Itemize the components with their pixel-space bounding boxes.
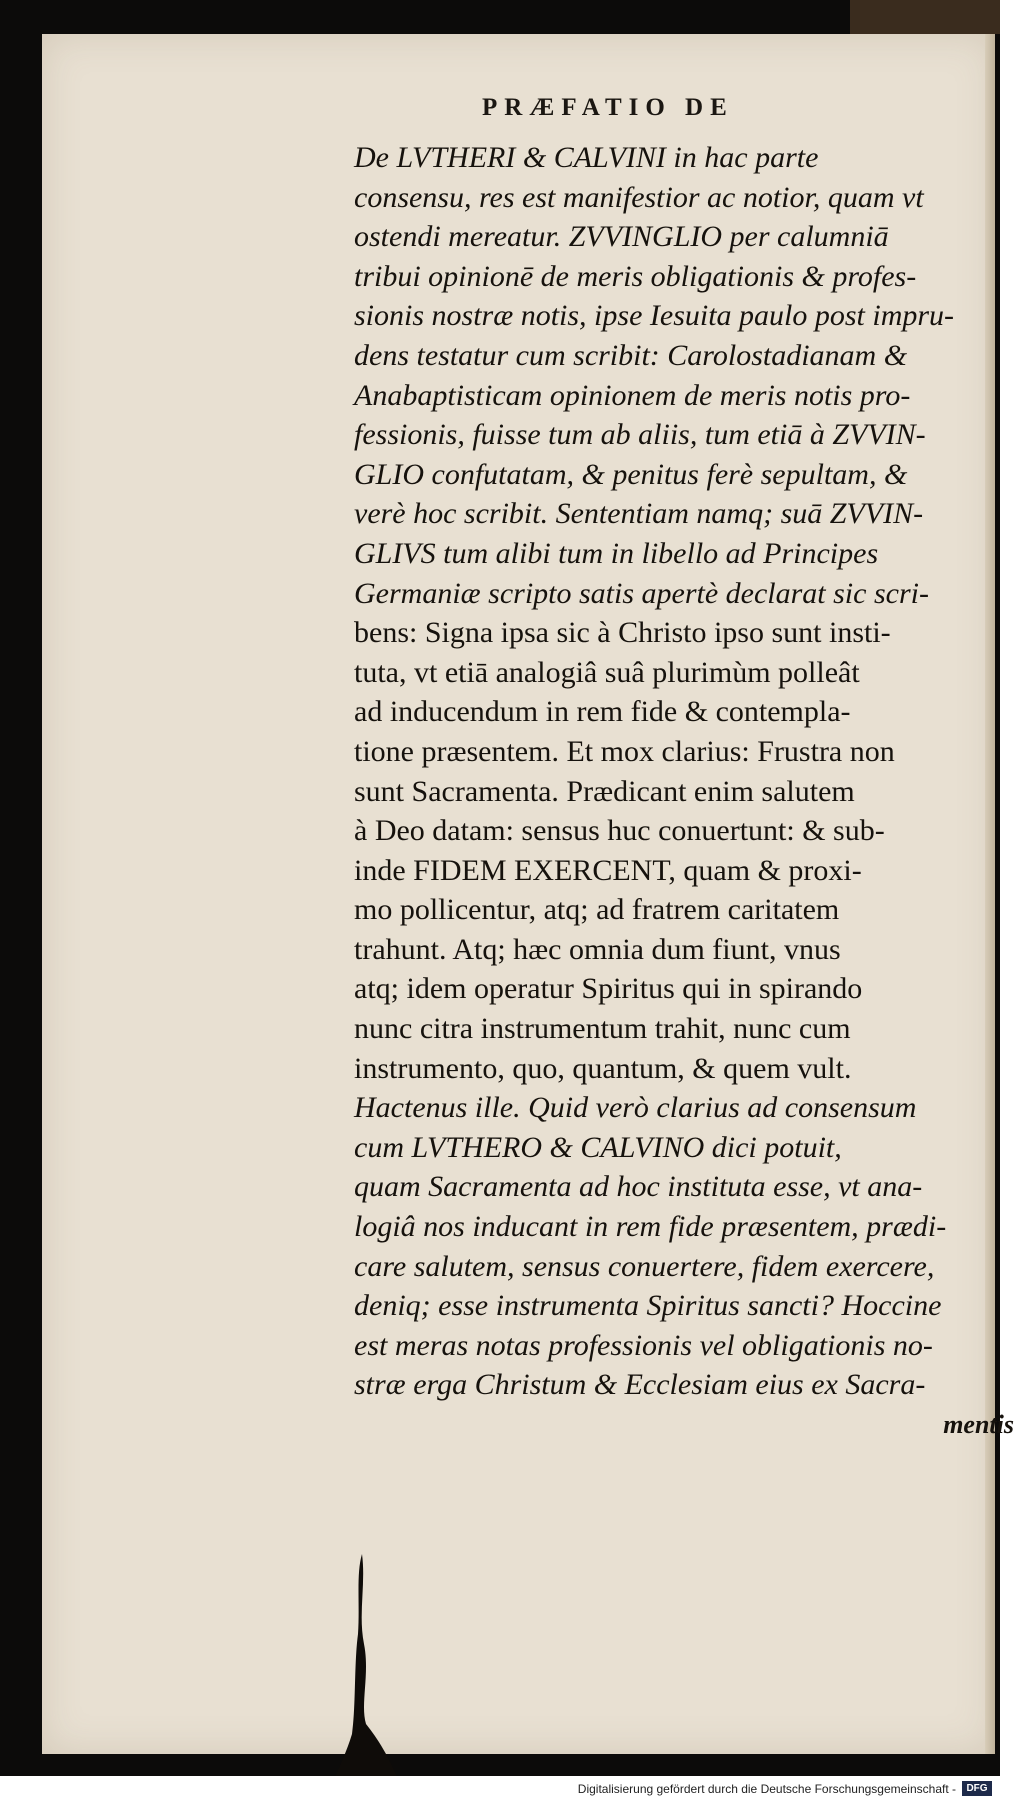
text-line: tuta, vt etiā analogiâ suâ plurimùm polleât (354, 655, 860, 689)
text-line: inde FIDEM EXERCENT, quam & proxi- (354, 853, 862, 887)
text-line: care salutem, sensus conuertere, fidem exercere, (354, 1249, 935, 1283)
text-line: De LVTHERI & CALVINI in hac parte (354, 141, 819, 174)
text-line: Hactenus ille. Quid verò clarius ad consensum (354, 1091, 917, 1125)
text-line: Germaniæ scripto satis apertè declarat sic scri- (354, 576, 929, 610)
running-head: PRÆFATIO DE (482, 94, 734, 121)
footer-credit: Digitalisierung gefördert durch die Deutsche Forschungsgemeinschaft - (577, 1782, 956, 1796)
text-line: atq; idem operatur Spiritus qui in spirando (354, 972, 863, 1006)
book-page (42, 34, 1014, 1754)
text-line: mo pollicentur, atq; ad fratrem caritatem (354, 893, 840, 927)
text-line: instrumento, quo, quantum, & quem vult. (354, 1051, 852, 1085)
text-line: tione præsentem. Et mox clarius: Frustra non (354, 734, 895, 768)
text-line: dens testatur cum scribit: Carolostadianam & (354, 338, 908, 372)
text-line: bens: Signa ipsa sic à Christo ipso sunt insti- (354, 616, 891, 650)
text-line: logiâ nos inducant in rem fide præsentem, prædi- (354, 1210, 947, 1244)
text-line: ad inducendum in rem fide & contempla- (354, 695, 851, 729)
text-line: Anabaptisticam opinionem de meris notis pro- (354, 378, 911, 412)
text-line: tribui opinionē de meris obligationis & profes- (354, 259, 917, 293)
text-line: quam Sacramenta ad hoc instituta esse, vt ana- (354, 1170, 923, 1204)
text-line: consensu, res est manifestior ac notior, quam vt (354, 180, 924, 214)
text-line: deniq; esse instrumenta Spiritus sancti? Hoccine (354, 1289, 942, 1323)
text-line: stræ erga Christum & Ecclesiam eius ex Sacra- (354, 1368, 926, 1402)
catchword: mentis (943, 1410, 1014, 1439)
text-line: GLIVS tum alibi tum in libello ad Principes (354, 536, 879, 570)
text-line: nunc citra instrumentum trahit, nunc cum (354, 1012, 851, 1046)
text-line: fessionis, fuisse tum ab aliis, tum etiā à ZVVIN- (354, 418, 926, 452)
text-line: sionis nostræ notis, ipse Iesuita paulo post impru- (354, 299, 955, 333)
dfg-logo: DFG (962, 1781, 992, 1796)
text-line: cum LVTHERO & CALVINO dici potuit, (354, 1130, 842, 1164)
text-line: trahunt. Atq; hæc omnia dum fiunt, vnus (354, 932, 841, 966)
page-tear (850, 0, 1000, 34)
body-text (354, 138, 1014, 1445)
digitization-footer (0, 1776, 1000, 1803)
text-line: à Deo datam: sensus huc conuertunt: & sub- (354, 814, 885, 848)
text-line: verè hoc scribit. Sententiam namq; suā ZVVIN- (354, 497, 924, 531)
text-line: est meras notas professionis vel obligationis no- (354, 1328, 933, 1362)
text-line: GLIO confutatam, & penitus ferè sepultam, & (354, 457, 908, 491)
ink-stain-mark (322, 1554, 402, 1784)
text-line: sunt Sacramenta. Prædicant enim salutem (354, 774, 855, 808)
text-line: ostendi mereatur. ZVVINGLIO per calumniā (354, 220, 889, 254)
